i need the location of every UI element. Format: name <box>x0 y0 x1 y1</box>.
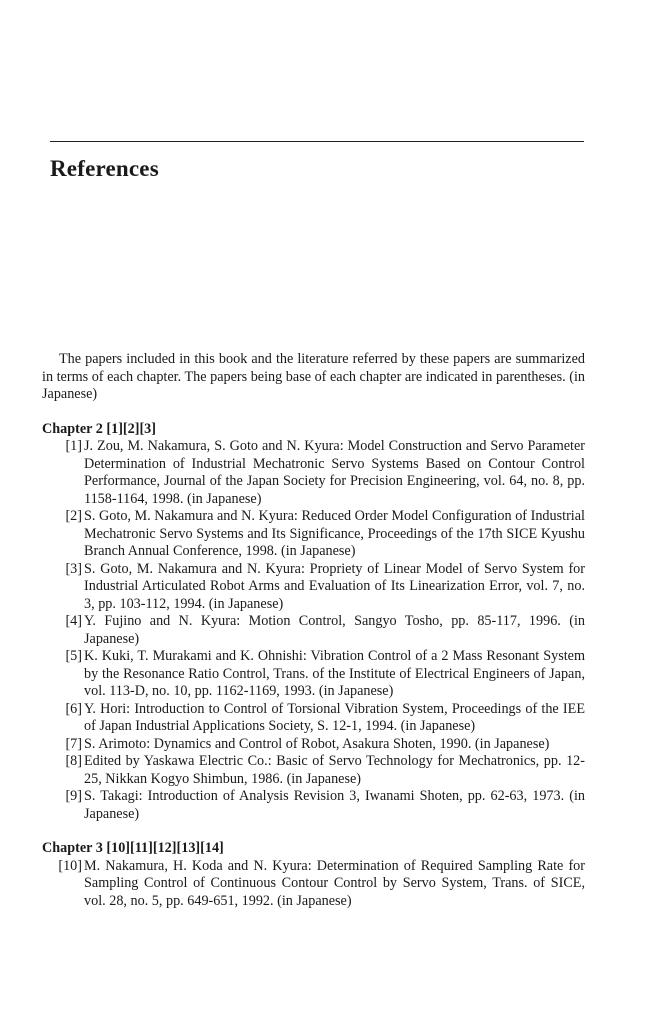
reference-number: [10] <box>58 857 82 874</box>
reference-number: [3] <box>65 560 82 577</box>
reference-item <box>42 736 585 754</box>
reference-list <box>42 438 585 823</box>
reference-text: K. Kuki, T. Murakami and K. Ohnishi: Vibration Control of a 2 Mass Resonant System by the Resonance Ratio Control, Trans. of the Institute of Electrical Engineers of Japan, vol. 113-D, no. 10, pp. 1162-1169, 1993. (in Japanese) <box>84 648 585 699</box>
reference-item <box>42 858 585 911</box>
header-rule <box>50 141 584 142</box>
reference-text: Y. Fujino and N. Kyura: Motion Control, Sangyo Tosho, pp. 85-117, 1996. (in Japanese) <box>84 613 585 647</box>
reference-list <box>42 858 585 911</box>
reference-item <box>42 648 585 701</box>
reference-text: Edited by Yaskawa Electric Co.: Basic of Servo Technology for Mechatronics, pp. 12-25, Nikkan Kogyo Shimbun, 1986. (in Japanese) <box>84 753 585 787</box>
reference-text: S. Arimoto: Dynamics and Control of Robot, Asakura Shoten, 1990. (in Japanese) <box>84 735 550 752</box>
reference-number: [6] <box>65 700 82 717</box>
reference-text: S. Takagi: Introduction of Analysis Revision 3, Iwanami Shoten, pp. 62-63, 1973. (in Japanese) <box>84 788 585 822</box>
reference-number: [7] <box>65 735 82 752</box>
reference-number: [1] <box>65 438 82 454</box>
reference-item <box>42 561 585 614</box>
reference-number: [4] <box>65 613 82 629</box>
reference-item <box>42 613 585 648</box>
chapter-heading: Chapter 2 [1][2][3] <box>42 420 156 437</box>
reference-text: S. Goto, M. Nakamura and N. Kyura: Reduced Order Model Configuration of Industrial Mechatronic Servo Systems and Its Significance, Proceedings of the 17th SICE Kyushu Branch Annual Conference, 1998. (in Japanese) <box>84 508 585 559</box>
reference-text: J. Zou, M. Nakamura, S. Goto and N. Kyura: Model Construction and Servo Parameter Determination of Industrial Mechatronic Servo Systems Based on Contour Control Performance, Journal of the Japan Society for Precision Engineering, vol. 64, no. 8, pp. 1158-1164, 1998. (in Japanese) <box>84 438 585 507</box>
chapter-heading: Chapter 3 [10][11][12][13][14] <box>42 840 224 856</box>
reference-number: [9] <box>65 788 82 804</box>
reference-item <box>42 508 585 561</box>
reference-number: [8] <box>65 753 82 769</box>
reference-text: S. Goto, M. Nakamura and N. Kyura: Propriety of Linear Model of Servo System for Industrial Articulated Robot Arms and Evaluation of Its Linearization Error, vol. 7, no. 3, pp. 103-112, 1994. (in Japanese) <box>84 560 585 612</box>
reference-item <box>42 438 585 508</box>
reference-text: M. Nakamura, H. Koda and N. Kyura: Determination of Required Sampling Rate for Sampling Control of Continuous Contour Control by Servo System, Trans. of SICE, vol. 28, no. 5, pp. 649-651, 1992. (in Japanese) <box>84 857 585 909</box>
references-body <box>42 351 585 910</box>
reference-number: [5] <box>65 648 82 664</box>
reference-item <box>42 701 585 736</box>
reference-item <box>42 788 585 823</box>
intro-paragraph: The papers included in this book and the literature referred by these papers are summarized in terms of each chapter. The papers being base of each chapter are indicated in parentheses. (in Japanese) <box>42 351 585 402</box>
reference-text: Y. Hori: Introduction to Control of Torsional Vibration System, Proceedings of the IEE of Japan Industrial Applications Society, S. 12-1, 1994. (in Japanese) <box>84 700 585 734</box>
reference-item <box>42 753 585 788</box>
page-title: References <box>50 156 159 181</box>
reference-number: [2] <box>65 508 82 524</box>
